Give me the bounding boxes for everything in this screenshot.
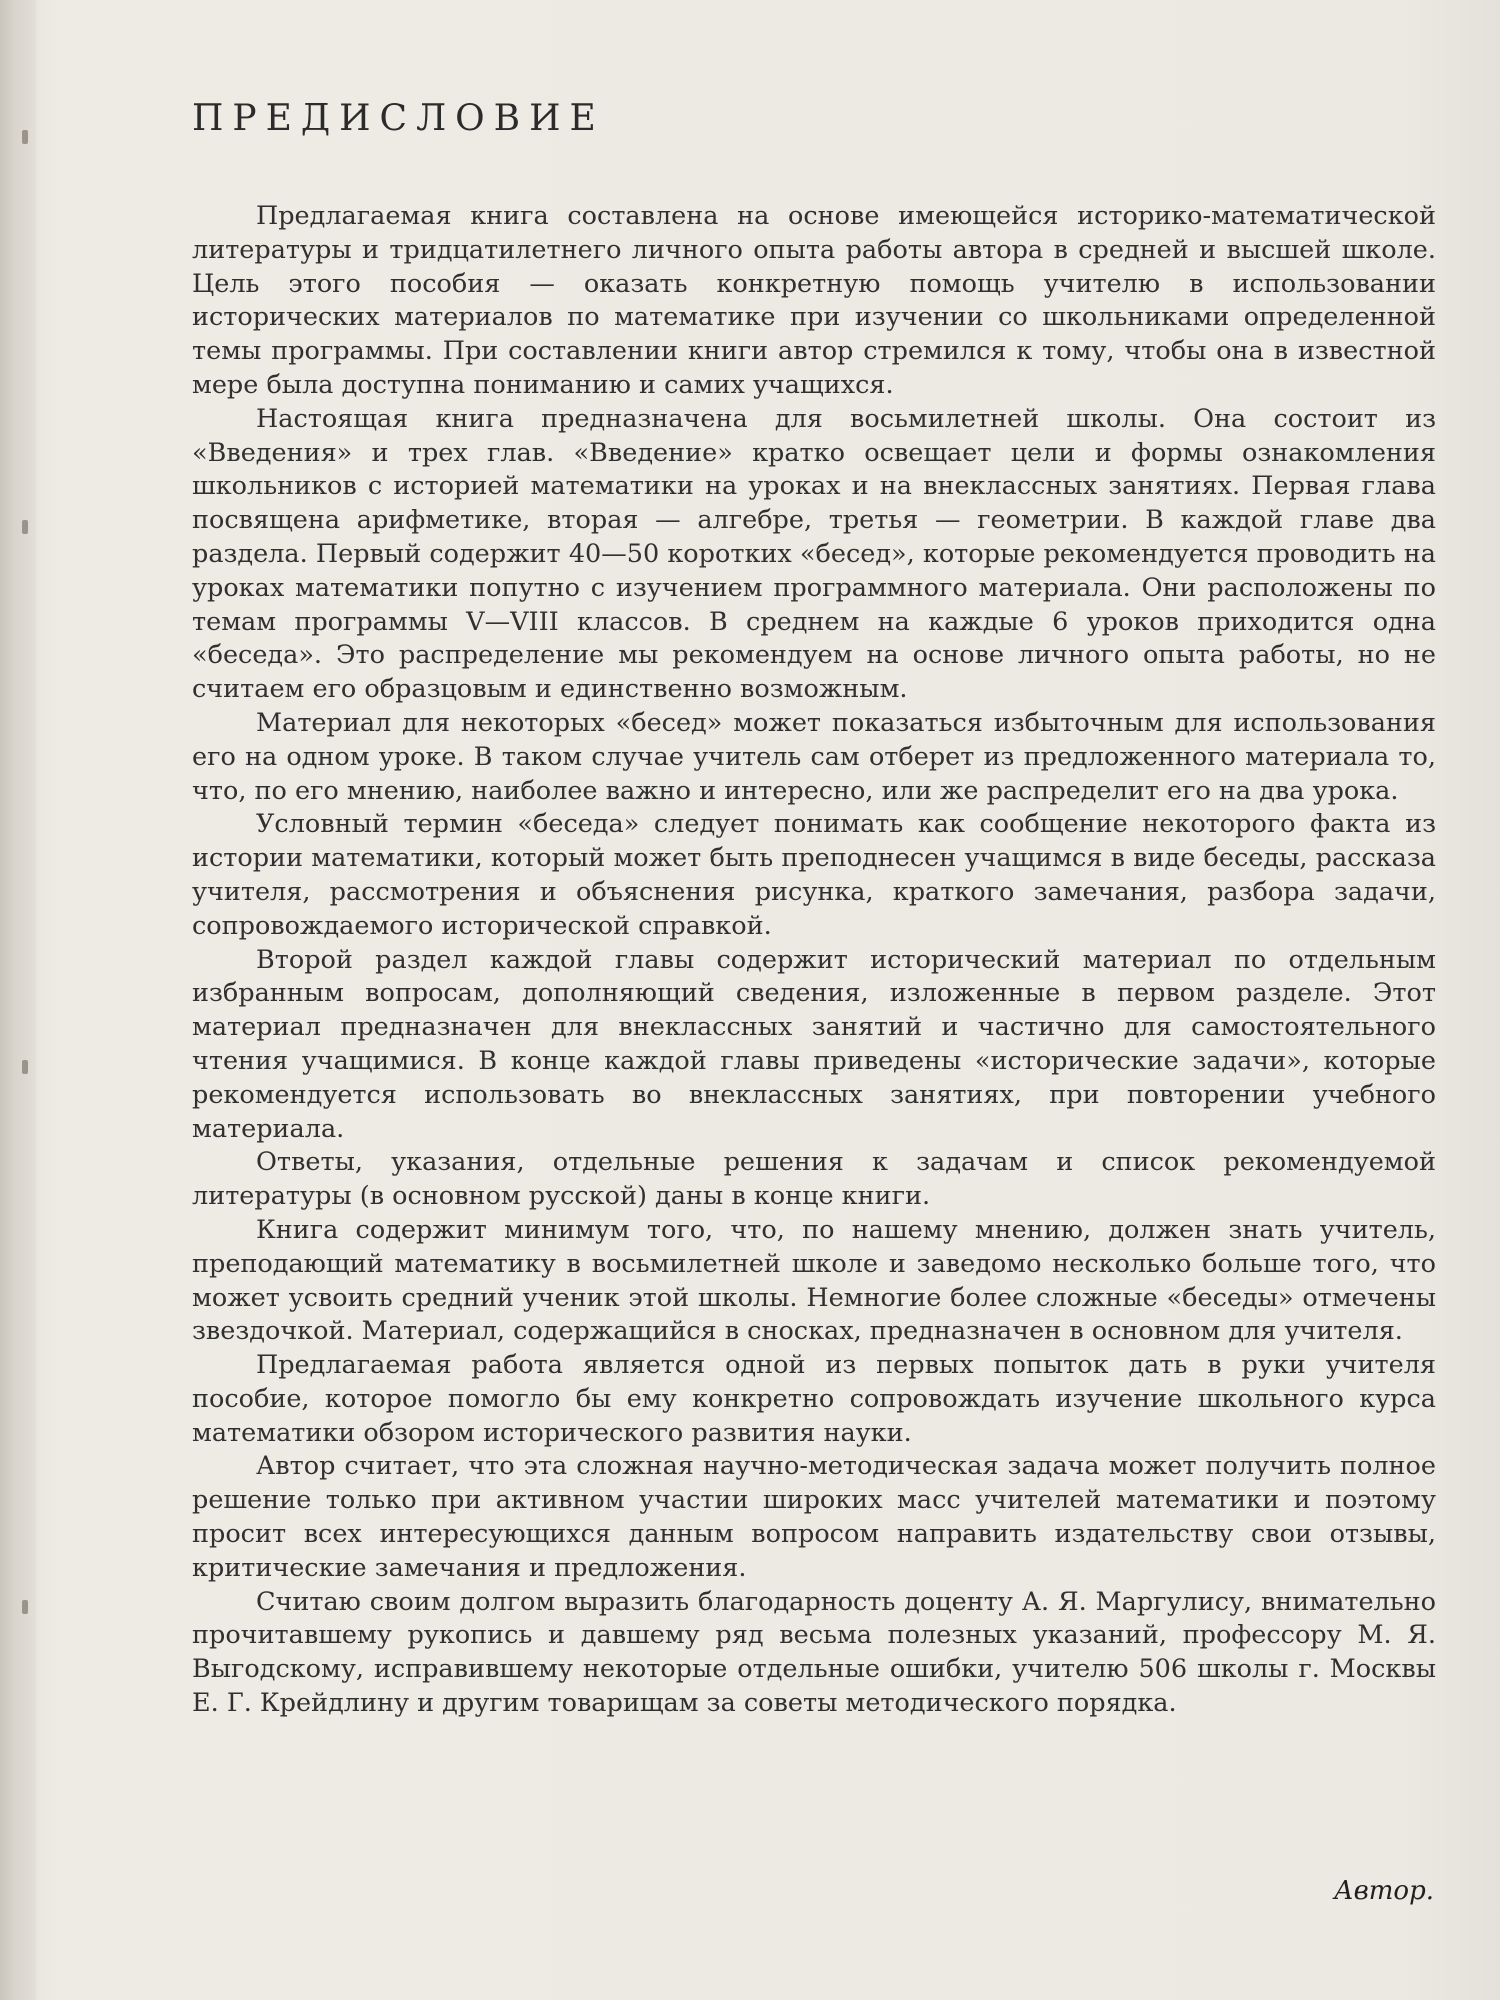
paragraph: Второй раздел каждой главы содержит исторический материал по отдельным избранным вопросам, дополняющий сведения, изложенные в первом разделе. Этот материал предназначен для внеклассных занятий и частично для самостоятельного чтения учащимися. В конце каждой главы приведены «исторические задачи», которые рекомендуется использовать во внеклассных занятиях, при повторении учебного материала. xyxy=(192,944,1436,1144)
paragraph: Автор считает, что эта сложная научно-методическая задача может получить полное решение только при активном участии широких масс учителей математики и поэтому просит всех интересующихся данным вопросом направить издательству свои отзывы, критические замечания и предложения. xyxy=(192,1451,1436,1583)
binding-stitch xyxy=(22,1600,28,1614)
paragraph: Настоящая книга предназначена для восьмилетней школы. Она состоит из «Введения» и трех глав. «Введение» кратко освещает цели и формы ознакомления школьников с историей математики на уроках и на внеклассных занятиях. Первая глава посвящена арифметике, вторая — алгебре, третья — геометрии. В каждой главе два раздела. Первый содержит 40—50 коротких «бесед», которые рекомендуется проводить на уроках математики попутно с изучением программного материала. Они расположены по темам программы V—VIII классов. В среднем на каждые 6 уроков приходится одна «беседа». Это распределение мы рекомендуем на основе личного опыта работы, но не считаем его образцовым и единственно возможным. xyxy=(192,403,1436,705)
binding-stitch xyxy=(22,130,28,144)
paragraph: Предлагаемая книга составлена на основе имеющейся историко-математической литературы и тридцатилетнего личного опыта работы автора в средней и высшей школе. Цель этого пособия — оказать конкретную помощь учителю в использовании исторических материалов по математике при изучении со школьниками определенной темы программы. При составлении книги автор стремился к тому, чтобы она в известной мере была доступна пониманию и самих учащихся. xyxy=(192,201,1436,400)
paragraph: Книга содержит минимум того, что, по нашему мнению, должен знать учитель, преподающий математику в восьмилетней школе и заведомо несколько больше того, что может усвоить средний ученик этой школы. Немногие более сложные «беседы» отмечены звездочкой. Материал, содержащийся в сносках, предназначен в основном для учителя. xyxy=(192,1214,1436,1347)
binding-stitch xyxy=(22,520,28,534)
paragraph: Предлагаемая работа является одной из первых попыток дать в руки учителя пособие, которое помогло бы ему конкретно сопровождать изучение школьного курса математики обзором исторического развития науки. xyxy=(192,1350,1436,1448)
author-signature: Автор. xyxy=(1333,1876,1434,1906)
paragraph: Ответы, указания, отдельные решения к задачам и список рекомендуемой литературы (в основном русской) даны в конце книги. xyxy=(192,1147,1436,1212)
preface-text xyxy=(192,200,1436,1721)
paragraph: Материал для некоторых «бесед» может показаться избыточным для использования его на одном уроке. В таком случае учитель сам отберет из предложенного материала то, что, по его мнению, наиболее важно и интересно, или же распределит его на два урока. xyxy=(192,707,1436,806)
binding-stitch xyxy=(22,1060,28,1074)
paragraph: Считаю своим долгом выразить благодарность доценту А. Я. Маргулису, внимательно прочитавшему рукопись и давшему ряд весьма полезных указаний, профессору М. Я. Выгодскому, исправившему некоторые отдельные ошибки, учителю 506 школы г. Москвы Е. Г. Крейдлину и другим товарищам за советы методического порядка. xyxy=(192,1586,1436,1719)
paragraph: Условный термин «беседа» следует понимать как сообщение некоторого факта из истории математики, который может быть преподнесен учащимся в виде беседы, рассказа учителя, рассмотрения и объяснения рисунка, краткого замечания, разбора задачи, сопровождаемого исторической справкой. xyxy=(192,809,1436,941)
page-title: ПРЕДИСЛОВИЕ xyxy=(192,98,605,139)
book-binding xyxy=(0,0,36,2000)
